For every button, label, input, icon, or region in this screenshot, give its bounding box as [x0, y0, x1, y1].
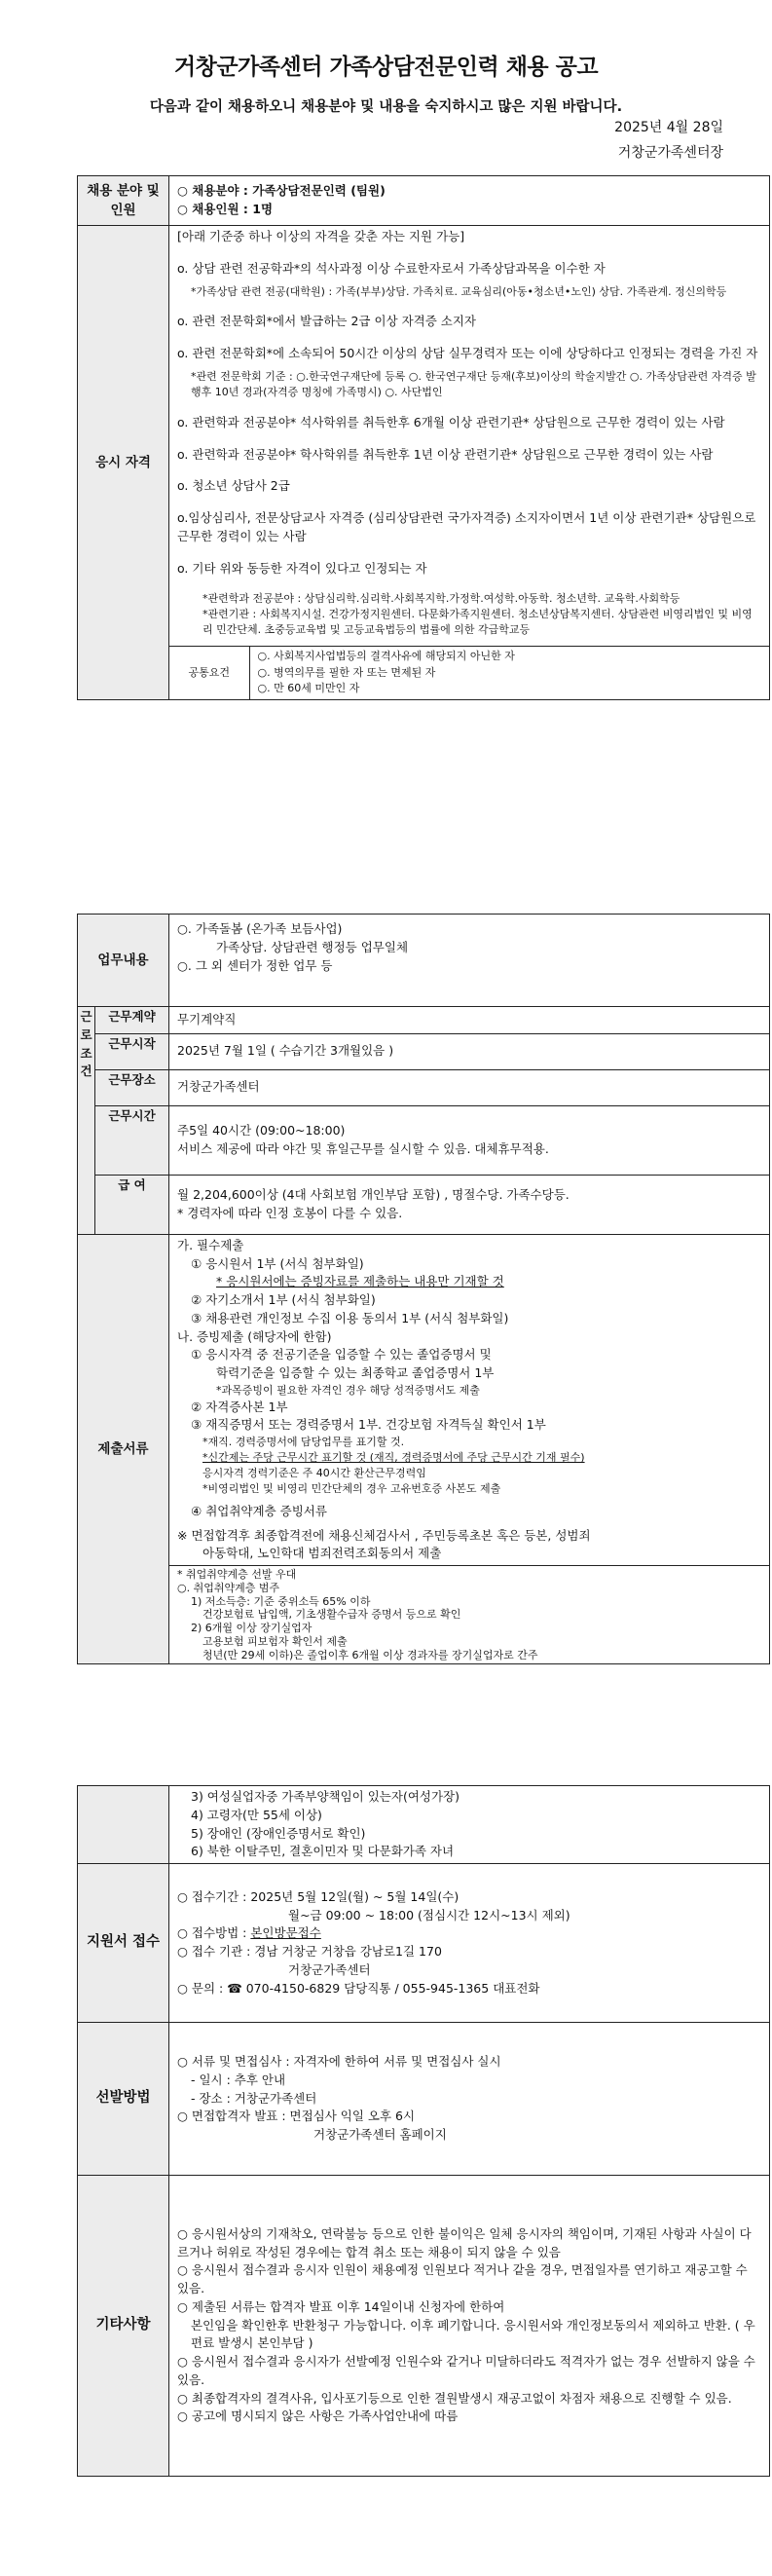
select-item: 거창군가족센터 홈페이지: [313, 2127, 447, 2143]
apply-method: 본인방문접수: [250, 1925, 321, 1941]
page-title: 거창군가족센터 가족상담전문인력 채용 공고: [173, 55, 599, 80]
pay-label: 급 여: [95, 1175, 169, 1234]
qual-item-7: o.임상심리사, 전문상담교사 자격증 (심리상담관련 국가자격증) 소지자이면서 1년 이상 관련기관* 상담원으로 근무한 경력이 있는 사람: [177, 510, 756, 543]
apply-contact: ○ 문의 : ☎ 070-4150-6829 담당직통 / 055-945-1365 대표전화: [177, 1980, 540, 1996]
vuln-line: 2) 6개월 이상 장기실업자: [191, 1622, 312, 1635]
duty-item: 가족상담. 상담관련 행정등 업무일체: [216, 939, 409, 954]
notice-org: 거창군가족센터장: [617, 145, 723, 161]
recruit-label: 채용 분야 및 인원: [78, 176, 169, 226]
pay-value: 월 2,204,600이상 (4대 사회보험 개인부담 포함) , 명절수당. 가족수당등.: [177, 1187, 570, 1202]
apply-agency-name: 거창군가족센터: [288, 1961, 371, 1977]
qual-note-agency: *관련기관 : 사회복지시설. 건강가정지원센터. 다문화가족지원센터. 청소년상담복지센터. 상담관련 비영리법인 및 비영리 민간단체. 초중등교육법 및 고등교육법등의 법률에 의한 각급학교등: [202, 608, 753, 637]
docs-star: ※ 면접합격후 최종합격전에 채용신체검사서 , 주민등록초본 혹은 등본, 성범죄: [177, 1527, 591, 1543]
apply-period: ○ 접수기간 : 2025년 5월 12일(월) ~ 5월 14일(수): [177, 1888, 460, 1904]
apply-method-label: ○ 접수방법 :: [177, 1925, 251, 1941]
apply-label: 지원서 접수: [78, 1864, 169, 2023]
qual-item-6: o. 청소년 상담사 2급: [177, 478, 290, 494]
vuln-line: * 취업취약계층 선발 우대: [177, 1568, 297, 1582]
vuln-line: 고용보험 피보험자 확인서 제출: [202, 1634, 348, 1648]
select-item: - 일시 : 추후 안내: [191, 2072, 286, 2087]
qual-item-3: o. 관련 전문학회*에 소속되어 50시간 이상의 상담 실무경력자 또는 이에 상당하다고 인정되는 경력을 가진 자: [177, 346, 758, 361]
vuln-line: 건강보험료 납입액, 기초생활수급자 증명서 등으로 확인: [202, 1608, 461, 1622]
qualification-label: 응시 자격: [78, 226, 169, 700]
start-value: 2025년 7월 1일 ( 수습기간 3개월있음 ): [169, 1033, 770, 1069]
common-item: ○. 병역의무를 필한 자 또는 면제된 자: [257, 665, 436, 679]
etc-item: ○ 제출된 서류는 합격자 발표 이후 14일이내 신청자에 한하여: [177, 2298, 505, 2314]
contract-label: 근무계약: [95, 1007, 169, 1034]
duty-label: 업무내용: [78, 915, 169, 1007]
qual-item-1: o. 상담 관련 전공학과*의 석사과정 이상 수료한자로서 가족상담과목을 이수한 자: [177, 260, 606, 276]
etc-item: ○ 공고에 명시되지 않은 사항은 가족사업안내에 따름: [177, 2408, 459, 2424]
common-item: ○. 사회복지사업법등의 결격사유에 해당되지 아닌한 자: [257, 650, 515, 663]
recruit-count: ○ 채용인원 : 1명: [177, 202, 274, 216]
select-item: - 장소 : 거창군가족센터: [191, 2090, 317, 2106]
intro-text: 다음과 같이 채용하오니 채용분야 및 내용을 숙지하시고 많은 지원 바랍니다.: [149, 99, 623, 115]
duty-item: ○. 가족돌봄 (온가족 보듬사업): [177, 921, 343, 936]
etc-item: ○ 응시원서상의 기재착오, 연락불능 등으로 인한 불이익은 일체 응시자의 책임이며, 기재된 사항과 사실이 다르거나 허위로 작성된 경우에는 합격 취소 또는 채용이 되지 않을 수 있음: [177, 2225, 752, 2259]
vuln-cont-label: [78, 1786, 169, 1864]
qual-item-2: o. 관련 전문학회*에서 발급하는 2급 이상 자격증 소지자: [177, 314, 476, 329]
duty-item: ○. 그 외 센터가 정한 업무 등: [177, 957, 333, 973]
etc-item: 본인임을 확인한후 반환청구 가능합니다. 이후 폐기합니다. 응시원서와 개인정보동의서 제외하고 반환. ( 우편료 발생시 본인부담 ): [191, 2317, 755, 2351]
start-label: 근무시작: [95, 1033, 169, 1069]
apply-table: [77, 1785, 770, 2477]
pay-note: * 경력자에 따라 인정 호봉이 다를 수 있음.: [177, 1205, 403, 1220]
docs-b3-note: 응시자격 경력기준은 주 40시간 환산근무경력임: [202, 1467, 426, 1480]
docs-b1b: 학력기준을 입증할 수 있는 최종학교 졸업증명서 1부: [216, 1365, 495, 1380]
etc-label: 기타사항: [78, 2176, 169, 2477]
place-value: 거창군가족센터: [169, 1069, 770, 1105]
qual-item-8: o. 기타 위와 동등한 자격이 있다고 인정되는 자: [177, 560, 427, 576]
etc-item: ○ 응시원서 접수결과 응시자 인원이 채용예정 인원보다 적거나 같을 경우, 면접일자를 연기하고 재공고할 수 있음.: [177, 2262, 748, 2296]
qual-note-major: *관련학과 전공분야 : 상담심리학.심리학.사회복지학.가정학.여성학.아동학. 청소년학. 교육학.사회학등: [202, 592, 680, 606]
docs-label: 제출서류: [78, 1234, 169, 1664]
cond-label: 근 로 조 건: [78, 1007, 95, 1235]
docs-b4: ④ 취업취약계층 증빙서류: [191, 1503, 327, 1518]
common-label: 공통요건: [169, 647, 249, 699]
recruit-field: ○ 채용분야 : 가족상담전문인력 (팀원): [177, 183, 386, 199]
hours-value: 주5일 40시간 (09:00~18:00): [177, 1123, 346, 1138]
vuln-line: 3) 여성실업자중 가족부양책임이 있는자(여성가장): [191, 1789, 460, 1804]
docs-b3: ③ 재직증명서 또는 경력증명서 1부. 건강보험 자격득실 확인서 1부: [191, 1417, 546, 1433]
common-item: ○. 만 60세 미만인 자: [257, 682, 360, 695]
place-label: 근무장소: [95, 1069, 169, 1105]
docs-a1-note: * 응시원서에는 증빙자료를 제출하는 내용만 기재할 것: [216, 1274, 504, 1289]
docs-b: 나. 증빙제출 (해당자에 한함): [177, 1328, 332, 1344]
contract-value: 무기계약직: [169, 1007, 770, 1034]
docs-b1-note: *과목증빙이 필요한 자격인 경우 해당 성적증명서도 제출: [216, 1383, 480, 1397]
work-table: [77, 914, 770, 1664]
docs-a: 가. 필수제출: [177, 1237, 244, 1252]
docs-b3-note: *비영리법인 및 비영리 민간단체의 경우 고유번호증 사본도 제출: [202, 1482, 501, 1495]
qual-item-4: o. 관련학과 전공분야* 석사학위를 취득한후 6개월 이상 관련기관* 상담원으로 근무한 경력이 있는 사람: [177, 414, 725, 429]
qual-note-1: *가족상담 관련 전공(대학원) : 가족(부부)상담. 가족치료. 교육심리(아동•청소년•노인) 상담. 가족관계. 정신의학등: [191, 284, 727, 298]
vuln-line: 청년(만 29세 이하)은 졸업이후 6개월 이상 경과자를 장기실업자로 간주: [202, 1648, 538, 1661]
qual-note-3: *관련 전문학회 기준 : ○.한국연구재단에 등록 ○. 한국연구재단 등재(후보)이상의 학술지발간 ○. 가족상담관련 자격증 발행후 10년 경과(자격증 명칭에 가족명시) ○. 사단법인: [191, 369, 756, 398]
docs-b2: ② 자격증사본 1부: [191, 1399, 288, 1414]
apply-agency: ○ 접수 기관 : 경남 거창군 거창읍 강남로1길 170: [177, 1944, 442, 1959]
docs-b3-note: *재직. 경력증명서에 담당업무를 표기할 것.: [202, 1436, 405, 1449]
docs-b3-note: *신간제는 주당 근무시간 표기할 것 (재직, 경력증명서에 주당 근무시간 기재 필수): [202, 1451, 585, 1465]
common-requirements: [169, 646, 769, 699]
etc-item: ○ 최종합격자의 결격사유, 입사포기등으로 인한 결원발생시 재공고없이 차점자 채용으로 진행할 수 있음.: [177, 2390, 732, 2406]
docs-a1: ① 응시원서 1부 (서식 첨부화일): [191, 1255, 364, 1271]
hours-note: 서비스 제공에 따라 야간 및 휴일근무를 실시할 수 있음. 대체휴무적용.: [177, 1140, 549, 1156]
qual-lead: [아래 기준중 하나 이상의 자격을 갖춘 자는 지원 가능]: [177, 229, 465, 243]
apply-hours: 월~금 09:00 ~ 18:00 (점심시간 12시~13시 제외): [288, 1907, 570, 1923]
docs-a2: ② 자기소개서 1부 (서식 첨부화일): [191, 1292, 376, 1307]
vuln-line: 5) 장애인 (장애인증명서로 확인): [191, 1825, 366, 1841]
select-label: 선발방법: [78, 2023, 169, 2176]
docs-star-2: 아동학대, 노인학대 범죄전력조회동의서 제출: [202, 1546, 442, 1561]
vuln-line: 4) 고령자(만 55세 이상): [191, 1807, 322, 1822]
hours-label: 근무시간: [95, 1105, 169, 1175]
vuln-line: 1) 저소득층: 기준 중위소득 65% 이하: [191, 1594, 371, 1608]
select-item: ○ 면접합격자 발표 : 면접심사 익일 오후 6시: [177, 2109, 416, 2124]
recruit-table: [77, 175, 770, 700]
etc-item: ○ 응시원서 접수결과 응시자가 선발예정 인원수와 같거나 미달하더라도 적격자가 없는 경우 선발하지 않을 수 있음.: [177, 2354, 755, 2387]
qual-item-5: o. 관련학과 전공분야* 학사학위를 취득한후 1년 이상 관련기관* 상담원으로 근무한 경력이 있는 사람: [177, 446, 714, 462]
vuln-line: ○. 취업취약계층 범주: [177, 1581, 280, 1594]
docs-b1: ① 응시자격 중 전공기준을 입증할 수 있는 졸업증명서 및: [191, 1347, 492, 1363]
vuln-line: 6) 북한 이탈주민, 결혼이민자 및 다문화가족 자녀: [191, 1844, 455, 1859]
select-item: ○ 서류 및 면접심사 : 자격자에 한하여 서류 및 면접심사 실시: [177, 2054, 501, 2070]
notice-date: 2025년 4월 28일: [614, 120, 723, 135]
docs-a3: ③ 채용관련 개인정보 수집 이용 동의서 1부 (서식 첨부화일): [191, 1310, 509, 1325]
